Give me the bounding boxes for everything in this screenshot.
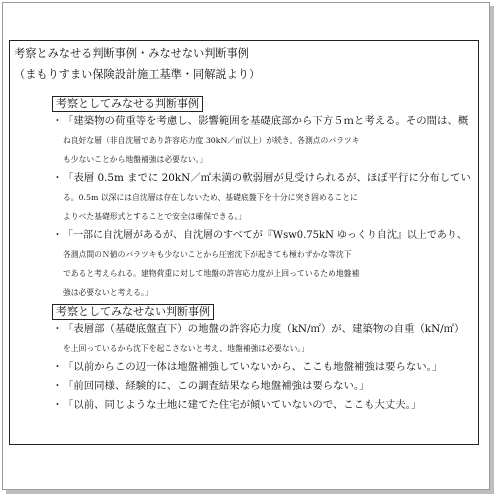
item-line: 「前回同様、経験的に、この調査結果なら地盤補強は要らない。」: [63, 380, 370, 392]
item-line: 「表層部（基礎底盤直下）の地盤の許容応力度（kN/㎡）が、建築物の自重（kN/㎡）: [63, 323, 465, 335]
not-considered-item-2: [52, 358, 476, 377]
not-considered-item-3: [52, 377, 476, 396]
bullet: ・: [52, 172, 63, 184]
item-line: 「以前からこの辺一体は地盤補強していないから、ここも地盤補強は要らない。」: [63, 361, 443, 373]
item-line: であると考えられる。建物荷重に対して地盤の許容応力度が上回っているため地盤補: [63, 269, 360, 278]
item-line: 「一部に自沈層があるが、自沈層のすべてが『Wsw0.75kN ゆっくり自沈』以上であり、: [63, 230, 467, 241]
bullet: ・: [52, 323, 63, 335]
item-line: も少ないことから地盤補強は必要ない。」: [63, 155, 208, 164]
document-source: （まもりすまい保険設計施工基準・同解説より）: [14, 68, 261, 81]
item-line: よりべた基礎形式とすることで安全は確保できる。」: [63, 212, 247, 221]
item-line: 各測点間のＮ値のバラツキも少ないことから圧密沈下が起きても極わずかな等沈下: [63, 250, 352, 259]
item-line: る。0.5m 以深には自沈層は存在しないため、基礎底盤下を十分に突き固めることに: [63, 193, 358, 202]
bullet: ・: [52, 229, 63, 241]
item-line: ね良好な層（非自沈層であり許容応力度 30kN／㎡以上）が続き、各測点のバラツキ: [63, 136, 360, 145]
item-line: を上回っているから沈下を起こさないと考え、地盤補強は必要ない。」: [63, 344, 310, 353]
bullet: ・: [52, 399, 63, 411]
considered-item-3: [52, 226, 476, 302]
item-line: 「以前、同じような土地に建てた住宅が傾いていないので、ここも大丈夫。」: [63, 399, 422, 411]
considered-item-2: [52, 169, 476, 226]
considered-item-1: [52, 112, 476, 169]
bullet: ・: [52, 115, 63, 127]
item-line: 「表層 0.5m までに 20kN／㎡未満の軟弱層が見受けられるが、ほぼ平行に分布してい: [63, 172, 471, 184]
item-line: 強は必要ないと考える。」: [63, 288, 153, 297]
item-line: 「建築物の荷重等を考慮し、影響範囲を基礎底部から下方５ｍと考える。その間は、概: [63, 115, 469, 127]
not-considered-item-4: [52, 396, 476, 415]
bullet: ・: [52, 361, 63, 373]
bullet: ・: [52, 380, 63, 392]
not-considered-item-1: [52, 320, 476, 358]
considered-section-label: 考察としてみなせる判断事例: [52, 96, 203, 112]
not-considered-section-label: 考察としてみなせない判断事例: [52, 304, 214, 320]
document-title: 考察とみなせる判断事例・みなせない判断事例: [14, 47, 249, 60]
